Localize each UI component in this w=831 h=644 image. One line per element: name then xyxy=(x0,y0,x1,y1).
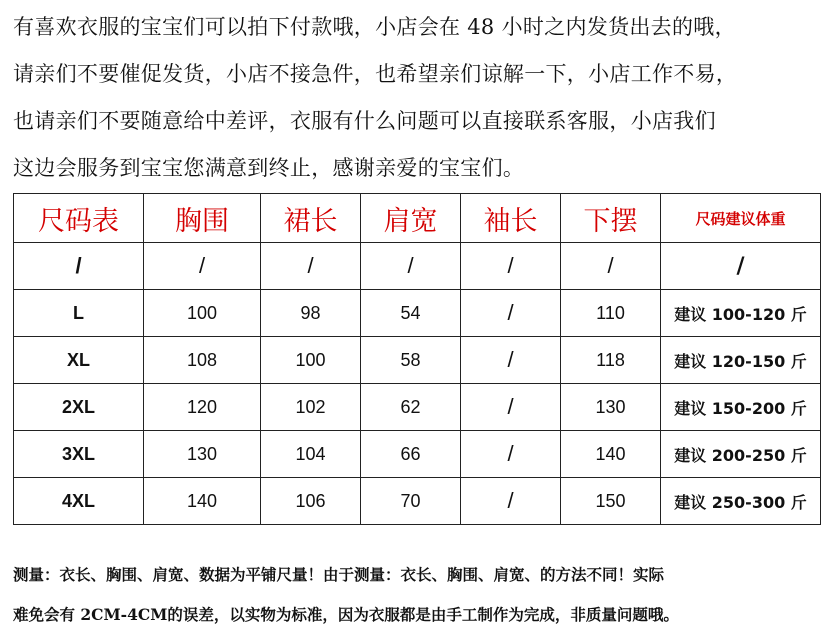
cell-shoulder: 70 xyxy=(361,478,461,525)
cell-size: XL xyxy=(14,337,144,384)
cell-chest: 130 xyxy=(144,431,261,478)
cell-hem: / xyxy=(561,243,661,290)
cell-sleeve: / xyxy=(461,478,561,525)
cell-chest: 140 xyxy=(144,478,261,525)
header-skirt-length: 裙长 xyxy=(261,194,361,243)
cell-skirt-length: / xyxy=(261,243,361,290)
table-header-row xyxy=(14,194,821,243)
header-size-chart: 尺码表 xyxy=(14,194,144,243)
cell-chest: 100 xyxy=(144,290,261,337)
note-line: 难免会有 2CM-4CM的误差，以实物为标准，因为衣服都是由手工制作为完成，非质量问题哦。 xyxy=(13,605,679,624)
cell-sleeve: / xyxy=(461,337,561,384)
cell-weight: 建议 120-150 斤 xyxy=(661,337,821,384)
cell-skirt-length: 104 xyxy=(261,431,361,478)
notice-line: 请亲们不要催促发货，小店不接急件，也希望亲们谅解一下，小店工作不易， xyxy=(13,62,738,86)
cell-shoulder: 54 xyxy=(361,290,461,337)
cell-weight: / xyxy=(661,243,821,290)
cell-weight: 建议 100-120 斤 xyxy=(661,290,821,337)
cell-hem: 130 xyxy=(561,384,661,431)
header-sleeve: 袖长 xyxy=(461,194,561,243)
cell-size: 2XL xyxy=(14,384,144,431)
cell-shoulder: 62 xyxy=(361,384,461,431)
table-row xyxy=(14,431,821,478)
header-chest: 胸围 xyxy=(144,194,261,243)
cell-skirt-length: 106 xyxy=(261,478,361,525)
cell-sleeve: / xyxy=(461,431,561,478)
cell-shoulder: 66 xyxy=(361,431,461,478)
notice-line: 这边会服务到宝宝您满意到终止，感谢亲爱的宝宝们。 xyxy=(13,156,525,180)
measurement-note xyxy=(13,555,828,635)
table-row xyxy=(14,337,821,384)
cell-chest: 120 xyxy=(144,384,261,431)
cell-weight: 建议 200-250 斤 xyxy=(661,431,821,478)
cell-weight: 建议 150-200 斤 xyxy=(661,384,821,431)
cell-hem: 110 xyxy=(561,290,661,337)
cell-sleeve: / xyxy=(461,290,561,337)
note-line: 测量：衣长、胸围、肩宽、数据为平铺尺量！由于测量：衣长、胸围、肩宽、的方法不同！实际 xyxy=(13,565,665,584)
cell-skirt-length: 100 xyxy=(261,337,361,384)
notice-line: 有喜欢衣服的宝宝们可以拍下付款哦，小店会在 48 小时之内发货出去的哦， xyxy=(13,15,736,39)
cell-size: / xyxy=(14,243,144,290)
cell-chest: / xyxy=(144,243,261,290)
table-row xyxy=(14,243,821,290)
table-row xyxy=(14,384,821,431)
table-row xyxy=(14,290,821,337)
header-recommended-weight: 尺码建议体重 xyxy=(661,194,821,243)
cell-skirt-length: 98 xyxy=(261,290,361,337)
cell-sleeve: / xyxy=(461,384,561,431)
size-chart-table xyxy=(13,193,821,525)
cell-shoulder: / xyxy=(361,243,461,290)
cell-weight: 建议 250-300 斤 xyxy=(661,478,821,525)
cell-size: L xyxy=(14,290,144,337)
cell-hem: 118 xyxy=(561,337,661,384)
cell-chest: 108 xyxy=(144,337,261,384)
header-shoulder: 肩宽 xyxy=(361,194,461,243)
notice-line: 也请亲们不要随意给中差评，衣服有什么问题可以直接联系客服，小店我们 xyxy=(13,109,716,133)
cell-shoulder: 58 xyxy=(361,337,461,384)
shop-notice xyxy=(13,4,823,192)
cell-size: 3XL xyxy=(14,431,144,478)
header-hem: 下摆 xyxy=(561,194,661,243)
table-row xyxy=(14,478,821,525)
cell-hem: 140 xyxy=(561,431,661,478)
cell-size: 4XL xyxy=(14,478,144,525)
cell-skirt-length: 102 xyxy=(261,384,361,431)
cell-hem: 150 xyxy=(561,478,661,525)
cell-sleeve: / xyxy=(461,243,561,290)
